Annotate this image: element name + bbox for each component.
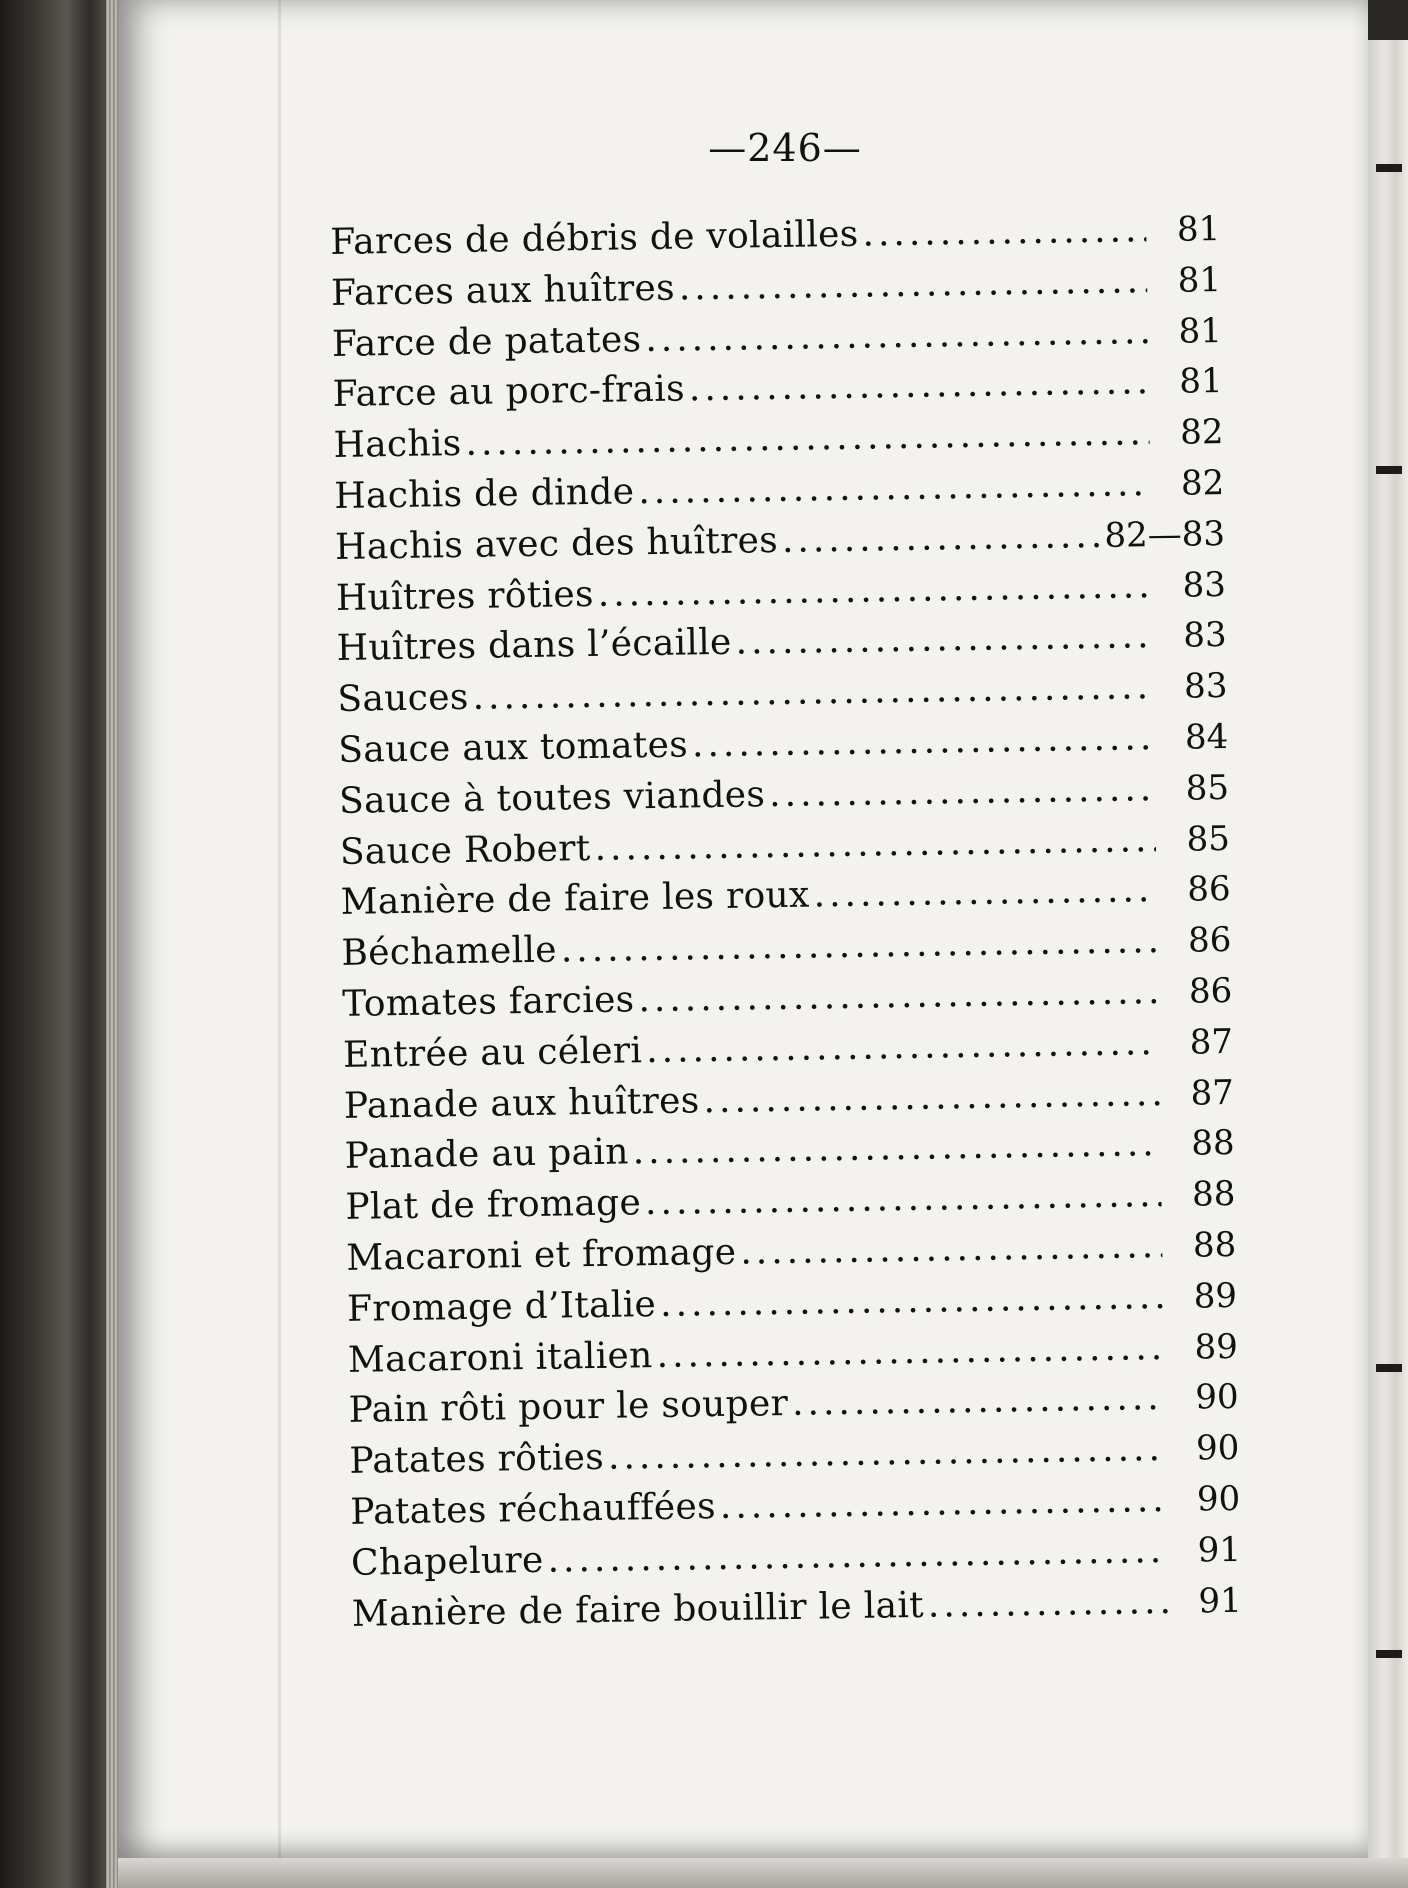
toc-entry-page: 85: [1185, 767, 1230, 809]
toc-entry-title: Sauce aux tomates: [337, 724, 689, 771]
toc-entry-title: Entrée au céleri: [342, 1029, 643, 1076]
toc-leader-dots: [656, 1327, 1164, 1376]
edge-mark: [1376, 1364, 1402, 1372]
page-number: —246—: [708, 126, 862, 170]
toc-entry-title: Huîtres rôties: [335, 573, 595, 619]
toc-entry-page: 90: [1196, 1478, 1241, 1520]
toc-leader-dots: [547, 1530, 1167, 1581]
toc-entry-title: Pain rôti pour le souper: [348, 1383, 789, 1432]
toc-entry-title: Farces de débris de volailles: [330, 213, 859, 263]
toc-entry-title: Béchamelle: [341, 929, 558, 975]
toc-entry-title: Patates rôties: [349, 1436, 605, 1482]
toc-entry-title: Panade aux huîtres: [343, 1079, 700, 1127]
toc-leader-dots: [608, 1428, 1166, 1478]
table-of-contents: [330, 208, 1242, 1644]
toc-entry-title: Panade au pain: [344, 1131, 629, 1178]
toc-entry-page: 81: [1178, 310, 1223, 352]
toc-leader-dots: [645, 1174, 1162, 1223]
toc-entry-title: Manière de faire bouillir le lait: [351, 1584, 925, 1635]
toc-entry-page: 86: [1188, 970, 1233, 1012]
toc-leader-dots: [928, 1581, 1169, 1626]
toc-entry-title: Macaroni et fromage: [345, 1231, 737, 1279]
toc-entry-page: 81: [1179, 361, 1223, 403]
toc-leader-dots: [813, 869, 1157, 915]
toc-entry-page: 83: [1183, 615, 1227, 657]
toc-entry-page: 86: [1187, 869, 1231, 910]
toc-entry-title: Sauces: [337, 677, 469, 721]
toc-leader-dots: [792, 1377, 1165, 1424]
toc-entry-page: 88: [1191, 1174, 1236, 1215]
toc-leader-dots: [735, 616, 1153, 664]
toc-entry-title: Fromage d’Italie: [346, 1283, 657, 1330]
toc-leader-dots: [560, 920, 1157, 970]
toc-entry-title: Hachis avec des huîtres: [334, 519, 779, 568]
toc-entry-page: 86: [1187, 920, 1232, 961]
toc-entry-title: Patates réchauffées: [349, 1486, 717, 1533]
edge-mark: [1376, 1650, 1402, 1658]
toc-leader-dots: [769, 768, 1156, 815]
toc-leader-dots: [689, 362, 1149, 410]
toc-entry-page: 82—83: [1104, 513, 1226, 556]
toc-entry-page: 81: [1176, 209, 1221, 250]
page-bottom-edge: [118, 1858, 1408, 1888]
toc-entry-page: 89: [1194, 1326, 1239, 1368]
toc-entry-title: Macaroni italien: [347, 1334, 653, 1381]
toc-leader-dots: [646, 1022, 1159, 1071]
toc-entry-title: Hachis: [333, 423, 462, 467]
toc-entry-page: 90: [1194, 1377, 1239, 1418]
toc-entry-page: 87: [1190, 1072, 1235, 1114]
toc-leader-dots: [638, 971, 1158, 1020]
toc-leader-dots: [632, 1123, 1161, 1172]
toc-leader-dots: [720, 1479, 1167, 1527]
toc-entry-title: Farce au porc-frais: [332, 368, 686, 416]
toc-leader-dots: [638, 463, 1151, 512]
toc-entry-title: Plat de fromage: [345, 1182, 642, 1229]
toc-entry-title: Farces aux huîtres: [330, 267, 676, 314]
book-spine-edge: [0, 0, 120, 1888]
toc-entry-title: Sauce Robert: [339, 827, 591, 873]
edge-mark: [1376, 466, 1402, 474]
toc-entry-page: 83: [1183, 666, 1228, 707]
toc-leader-dots: [678, 260, 1147, 308]
toc-entry-title: Chapelure: [350, 1539, 544, 1584]
toc-entry-page: 91: [1198, 1580, 1243, 1622]
toc-entry-title: Manière de faire les roux: [340, 874, 810, 924]
toc-entry-title: Hachis de dinde: [333, 471, 635, 517]
toc-entry-title: Huîtres dans l’écaille: [336, 622, 732, 670]
toc-leader-dots: [703, 1073, 1160, 1121]
toc-leader-dots: [862, 209, 1146, 254]
toc-entry-page: 85: [1186, 818, 1231, 860]
toc-entry-page: 87: [1189, 1021, 1234, 1063]
toc-leader-dots: [692, 717, 1155, 765]
toc-leader-dots: [645, 311, 1148, 360]
toc-entry-title: Tomates farcies: [341, 979, 635, 1025]
toc-entry-page: 83: [1182, 564, 1227, 606]
toc-entry-page: 82: [1179, 412, 1224, 453]
toc-entry-page: 89: [1193, 1275, 1238, 1317]
toc-entry-page: 82: [1180, 462, 1225, 504]
toc-leader-dots: [660, 1276, 1164, 1325]
toc-leader-dots: [597, 565, 1152, 615]
toc-entry-page: 91: [1197, 1529, 1242, 1571]
toc-leader-dots: [782, 515, 1101, 561]
toc-entry-page: 88: [1192, 1224, 1237, 1266]
toc-entry-title: Sauce à toutes viandes: [338, 774, 766, 822]
toc-entry-page: 84: [1184, 716, 1229, 758]
toc-entry-page: 81: [1177, 259, 1222, 301]
page-fold-line: [278, 0, 281, 1860]
toc-leader-dots: [594, 819, 1156, 869]
toc-entry-title: Farce de patates: [331, 318, 642, 365]
toc-entry-page: 90: [1195, 1427, 1240, 1469]
toc-leader-dots: [740, 1225, 1163, 1273]
right-page-edges: [1368, 40, 1408, 1888]
toc-entry-page: 88: [1191, 1123, 1235, 1164]
